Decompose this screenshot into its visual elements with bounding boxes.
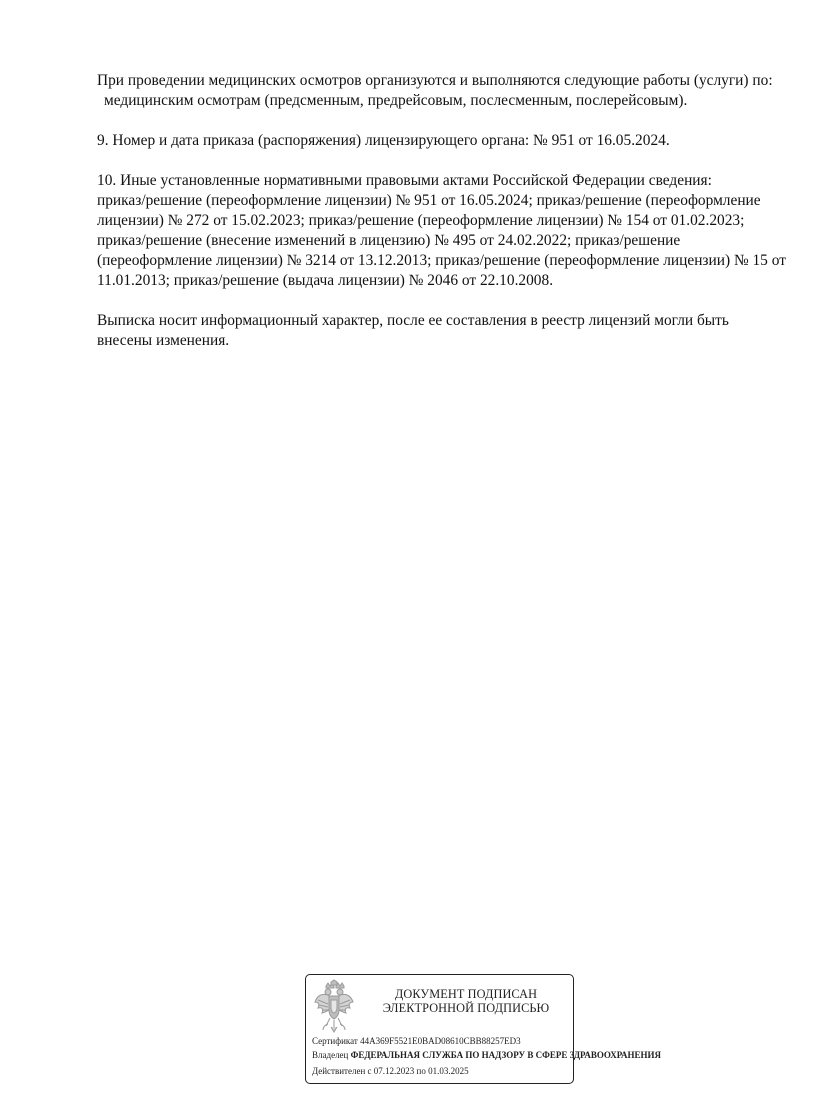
- other-info-title: 10. Иные установленные нормативными правовыми актами Российской Федерации сведения:: [97, 172, 712, 189]
- intro-paragraph: При проведении медицинских осмотров организуются и выполняются следующие работы (услуги) по:: [97, 72, 773, 89]
- intro-list-item: медицинским осмотрам (предсменным, предрейсовым, послесменным, послерейсовым).: [104, 92, 688, 109]
- electronic-signature-stamp: [305, 974, 662, 1084]
- validity-label: Действителен: [312, 1066, 366, 1076]
- validity-value: с 07.12.2023 по 01.03.2025: [367, 1066, 469, 1076]
- stamp-title: [366, 987, 566, 1015]
- certificate-line: [312, 1036, 521, 1047]
- owner-line: [312, 1050, 661, 1061]
- double-headed-eagle-emblem-icon: [314, 980, 354, 1034]
- certificate-label: Сертификат: [312, 1036, 358, 1046]
- owner-value: ФЕДЕРАЛЬНАЯ СЛУЖБА ПО НАДЗОРУ В СФЕРЕ ЗДРАВООХРАНЕНИЯ: [350, 1050, 662, 1060]
- order-number-paragraph: 9. Номер и дата приказа (распоряжения) лицензирующего органа: № 951 от 16.05.2024.: [97, 132, 670, 149]
- certificate-value: 44A369F5521E0BAD08610CBB88257ED3: [360, 1036, 521, 1046]
- disclaimer-paragraph: Выписка носит информационный характер, после ее составления в реестр лицензий могли быть внесены изменения.: [97, 312, 729, 349]
- stamp-title-line-2: ЭЛЕКТРОННОЙ ПОДПИСЬЮ: [382, 1001, 550, 1015]
- document-body: [97, 71, 787, 351]
- stamp-title-line-1: ДОКУМЕНТ ПОДПИСАН: [394, 987, 538, 1001]
- validity-line: [312, 1066, 469, 1077]
- other-info-body: приказ/решение (переоформление лицензии) № 951 от 16.05.2024; приказ/решение (переоформление лицензии) № 272 от 15.02.2023; приказ/решение (переоформление лицензии) № 154 от 01.02.2023; приказ/решение (внесение изменений в лицензию) № 495 от 24.02.2022; приказ/решение (переоформление лицензии) № 3214 от 13.12.2013; приказ/решение (переоформление лицензии) № 15 от 11.01.2013; приказ/решение (выдача лицензии) № 2046 от 22.10.2008.: [97, 192, 786, 289]
- owner-label: Владелец: [312, 1050, 349, 1060]
